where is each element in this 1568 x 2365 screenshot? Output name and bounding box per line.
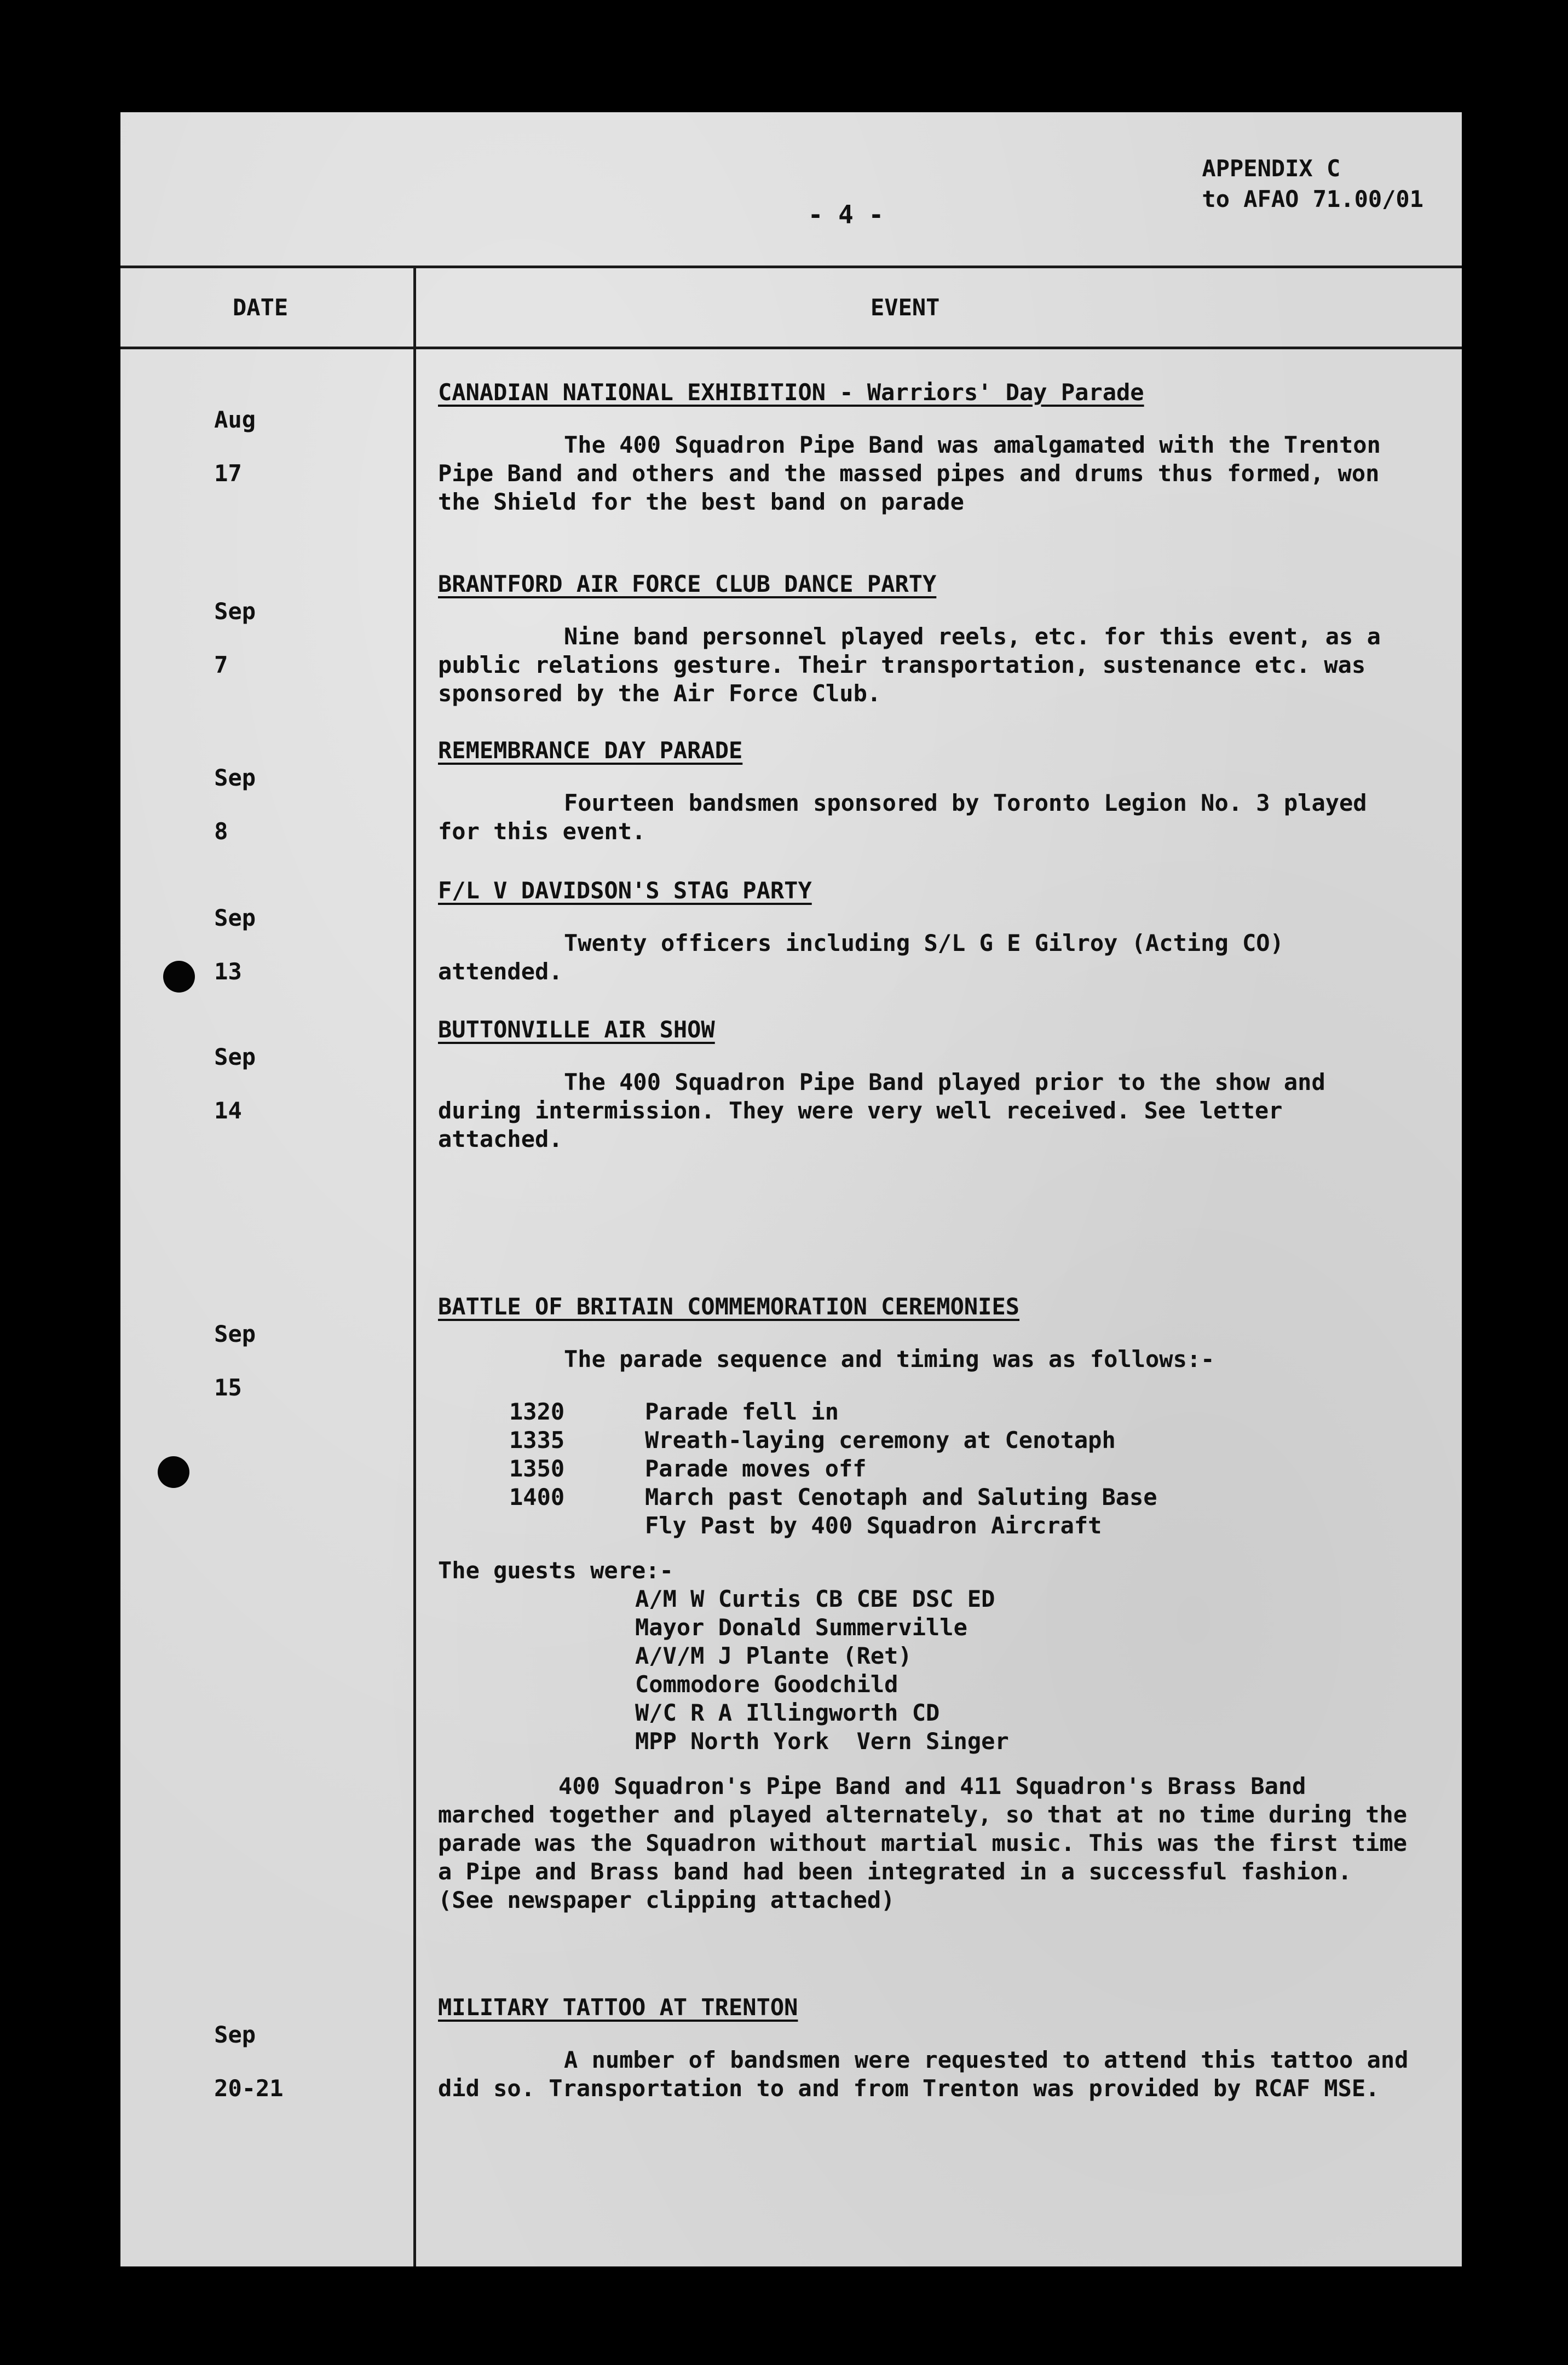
entry-month: Sep xyxy=(214,598,256,625)
page-number: - 4 - xyxy=(808,200,884,229)
entry-event xyxy=(438,378,1413,516)
appendix-line-2: to AFAO 71.00/01 xyxy=(1202,186,1423,212)
entry-day: 17 xyxy=(214,460,242,487)
event-column-header: EVENT xyxy=(871,294,940,321)
entry-month: Sep xyxy=(214,904,256,931)
entry-title: F/L V DAVIDSON'S STAG PARTY xyxy=(438,877,812,904)
entry-event xyxy=(438,736,1413,846)
guest-name: MPP North York Vern Singer xyxy=(635,1728,1009,1755)
entry-title: BRANTFORD AIR FORCE CLUB DANCE PARTY xyxy=(438,570,937,597)
table-header-rule xyxy=(120,347,1462,349)
guest-name: Mayor Donald Summerville xyxy=(635,1614,967,1641)
entry-body: 400 Squadron's Pipe Band and 411 Squadron's Brass Band marched together and played alternately, so that at no time during the parade was the Squadron without martial music. This was the first time a Pipe and Brass band had been integrated in a successful fashion. (See newspaper clipping attached) xyxy=(438,1773,1408,1913)
entry-month: Sep xyxy=(214,1320,256,1347)
entry-day: 20-21 xyxy=(214,2075,284,2102)
entry-body: Nine band personnel played reels, etc. for this event, as a public relations gesture. Their transportation, sustenance etc. was sponsored by the Air Force Club. xyxy=(438,623,1381,707)
entry-event xyxy=(438,1293,1413,1914)
entry-title: MILITARY TATTOO AT TRENTON xyxy=(438,1994,798,2021)
guests-label: The guests were:- xyxy=(438,1557,673,1584)
entry-title: BATTLE OF BRITAIN COMMEMORATION CEREMONIES xyxy=(438,1293,1020,1320)
entry-body: The 400 Squadron Pipe Band was amalgamated with the Trenton Pipe Band and others and the massed pipes and drums thus formed, won the Shield for the best band on parade xyxy=(438,431,1381,515)
punch-hole xyxy=(163,961,195,993)
entry-day: 15 xyxy=(214,1374,242,1401)
entry-day: 7 xyxy=(214,651,228,678)
schedule-time: 1335 xyxy=(509,1427,565,1453)
schedule-event: Parade fell in xyxy=(645,1398,839,1425)
entry-date xyxy=(159,1017,263,1151)
appendix-line-1: APPENDIX C xyxy=(1202,155,1341,182)
schedule-event: Wreath-laying ceremony at Cenotaph xyxy=(645,1427,1116,1453)
entry-month: Aug xyxy=(214,406,256,433)
entry-day: 13 xyxy=(214,958,242,985)
schedule-event: March past Cenotaph and Saluting Base xyxy=(645,1484,1157,1510)
schedule-row xyxy=(438,1398,1413,1426)
date-column-header: DATE xyxy=(233,294,289,321)
entry-body: The 400 Squadron Pipe Band played prior to the show and during intermission. They were very well received. See letter attached. xyxy=(438,1069,1325,1152)
entry-month: Sep xyxy=(214,1043,256,1070)
table-top-rule xyxy=(120,266,1462,268)
entry-month: Sep xyxy=(214,2021,256,2048)
entry-body: A number of bandsmen were requested to attend this tattoo and did so. Transportation to and from Trenton was provided by RCAF MSE. xyxy=(438,2046,1409,2102)
schedule-row xyxy=(438,1455,1413,1483)
entry-event xyxy=(438,1016,1413,1153)
entry-intro: The parade sequence and timing was as follows:- xyxy=(564,1346,1215,1372)
entry-date xyxy=(159,379,263,514)
entry-title: BUTTONVILLE AIR SHOW xyxy=(438,1016,715,1043)
schedule-time: 1350 xyxy=(509,1455,565,1482)
entry-date xyxy=(159,1994,284,2128)
entry-event xyxy=(438,570,1413,708)
schedule-event: Parade moves off xyxy=(645,1455,867,1482)
entry-event xyxy=(438,1993,1413,2103)
entry-date xyxy=(159,1294,263,1428)
entry-title: CANADIAN NATIONAL EXHIBITION - Warriors' Day Parade xyxy=(438,379,1144,406)
schedule-event: Fly Past by 400 Squadron Aircraft xyxy=(645,1512,1102,1539)
guest-name: Commodore Goodchild xyxy=(635,1671,898,1698)
guest-name: A/M W Curtis CB CBE DSC ED xyxy=(635,1585,995,1612)
guest-name: A/V/M J Plante (Ret) xyxy=(635,1642,912,1669)
document-page xyxy=(120,112,1462,2266)
entry-body: Twenty officers including S/L G E Gilroy (Acting CO) attended. xyxy=(438,930,1284,985)
schedule-time: 1400 xyxy=(509,1484,565,1510)
entry-event xyxy=(438,876,1413,986)
schedule-row xyxy=(438,1483,1413,1512)
entry-day: 14 xyxy=(214,1097,242,1124)
schedule-row xyxy=(438,1426,1413,1455)
entry-day: 8 xyxy=(214,818,228,845)
entry-month: Sep xyxy=(214,764,256,791)
column-divider xyxy=(413,266,416,2266)
punch-hole xyxy=(158,1456,189,1488)
schedule-time: 1320 xyxy=(509,1398,565,1425)
guest-name: W/C R A Illingworth CD xyxy=(635,1699,940,1726)
entry-body: Fourteen bandsmen sponsored by Toronto Legion No. 3 played for this event. xyxy=(438,789,1367,845)
entry-date xyxy=(159,737,274,872)
schedule-row xyxy=(438,1512,1413,1540)
schedule-time xyxy=(438,1512,579,1540)
entry-date xyxy=(159,571,274,705)
entry-title: REMEMBRANCE DAY PARADE xyxy=(438,737,743,764)
